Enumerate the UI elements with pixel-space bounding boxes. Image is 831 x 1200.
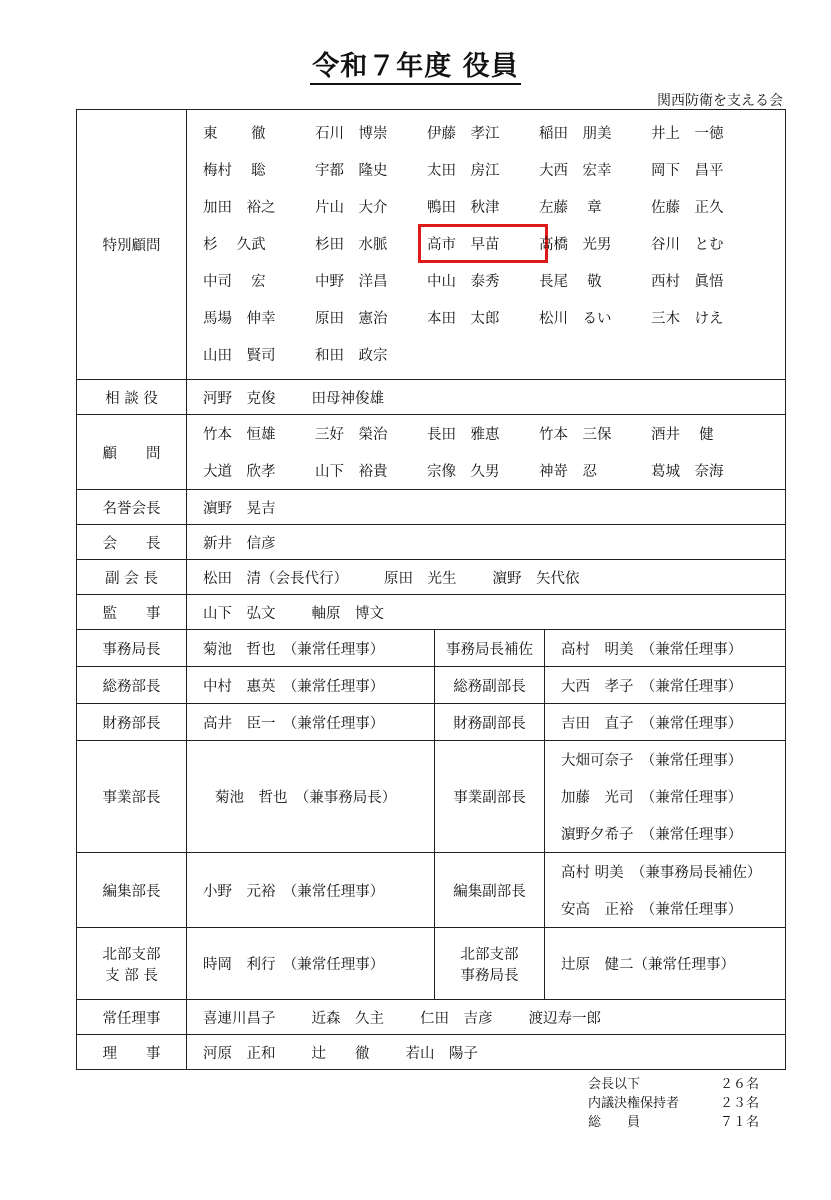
general-affairs-value: 中村 惠英 （兼常任理事）	[187, 667, 435, 704]
name: 若山 陽子	[405, 1045, 478, 1062]
general-affairs-sub-label: 総務副部長	[435, 667, 545, 704]
name: 酒井 健	[651, 427, 714, 443]
summary-label: 総 員	[588, 1115, 641, 1130]
name: 杉田 水脈	[315, 237, 388, 253]
name: 喜連川昌子	[203, 1010, 276, 1027]
editorial-sub-value: 安高 正裕 （兼常任理事）	[561, 902, 743, 918]
name: 宇都 隆史	[315, 163, 388, 179]
name: 松川 るい	[539, 311, 612, 327]
vice-chair-row	[77, 560, 786, 595]
business-row	[77, 741, 786, 853]
name: 片山 大介	[315, 200, 388, 216]
label-line: 北部支部	[102, 946, 161, 963]
vice-chair-label: 副 会 長	[77, 560, 187, 595]
name: 竹本 三保	[539, 427, 612, 443]
label-line: 北部支部	[460, 946, 519, 963]
business-sub-label: 事業副部長	[435, 741, 545, 853]
north-branch-sub-value: 辻原 健二（兼常任理事）	[545, 928, 786, 1000]
name: 東 徹	[203, 126, 266, 142]
summary-line	[588, 1092, 759, 1111]
name: 馬場 伸幸	[203, 311, 276, 327]
consultant-row	[77, 380, 786, 415]
name: 石川 博崇	[315, 126, 388, 142]
name: 伊藤 孝江	[427, 126, 500, 142]
name: 杉 久武	[203, 237, 266, 253]
north-branch-value: 時岡 利行 （兼常任理事）	[187, 928, 435, 1000]
north-branch-sub-label	[435, 928, 545, 1000]
highlighted-name-box: 高市 早苗	[427, 233, 539, 254]
editorial-row	[77, 853, 786, 928]
name: 本田 太郎	[427, 311, 500, 327]
name: 仁田 吉彦	[420, 1010, 493, 1027]
editorial-label: 編集部長	[77, 853, 187, 928]
name: 西村 眞悟	[651, 274, 724, 290]
name: 中山 泰秀	[427, 274, 500, 290]
name: 梅村 聡	[203, 163, 266, 179]
name: 葛城 奈海	[651, 464, 724, 480]
name: 濵野 晃吉	[203, 500, 276, 517]
organization-name: 関西防衛を支える会	[657, 93, 783, 109]
summary-label: 会長以下	[588, 1077, 641, 1092]
honorary-chair-label: 名誉会長	[77, 490, 187, 525]
summary-line	[588, 1073, 759, 1092]
officer-table	[76, 109, 786, 1070]
finance-value: 高井 臣一 （兼常任理事）	[187, 704, 435, 741]
secretariat-label: 事務局長	[77, 630, 187, 667]
name: 大道 欣孝	[203, 464, 276, 480]
standing-directors-row	[77, 1000, 786, 1035]
name: 稲田 朋美	[539, 126, 612, 142]
name: 長田 雅恵	[427, 427, 500, 443]
business-value: 菊池 哲也 （兼事務局長）	[187, 741, 435, 853]
finance-sub-value: 吉田 直子 （兼常任理事）	[545, 704, 786, 741]
name: 加田 裕之	[203, 200, 276, 216]
name: 高橋 光男	[539, 237, 612, 253]
name: 山田 賢司	[203, 348, 276, 364]
name: 山下 弘文	[203, 605, 276, 622]
secretariat-value: 菊池 哲也 （兼常任理事）	[187, 630, 435, 667]
chair-label: 会 長	[77, 525, 187, 560]
special-advisors-names	[187, 110, 786, 380]
directors-row	[77, 1035, 786, 1070]
north-branch-row	[77, 928, 786, 1000]
label-line: 支 部 長	[105, 967, 158, 984]
finance-row	[77, 704, 786, 741]
name: 鴨田 秋津	[427, 200, 500, 216]
auditor-row	[77, 595, 786, 630]
general-affairs-label: 総務部長	[77, 667, 187, 704]
summary-value: ２３名	[720, 1096, 760, 1111]
name: 濵野 矢代依	[492, 570, 580, 587]
name: 左藤 章	[539, 200, 602, 216]
honorary-chair-row	[77, 490, 786, 525]
business-sub-value: 大畑可奈子 （兼常任理事）	[561, 753, 743, 769]
name: 太田 房江	[427, 163, 500, 179]
name: 新井 信彦	[203, 535, 276, 552]
name: 神嵜 忍	[539, 464, 597, 480]
name: 三好 榮治	[315, 427, 388, 443]
name: 渡辺寿一郎	[528, 1010, 601, 1027]
editorial-sub-value: 高村 明美 （兼事務局長補佐）	[561, 865, 762, 881]
name: 和田 政宗	[315, 348, 388, 364]
name: 辻 徹	[311, 1045, 370, 1062]
name: 中野 洋昌	[315, 274, 388, 290]
name: 河野 克俊	[203, 390, 276, 407]
name: 近森 久主	[311, 1010, 384, 1027]
secretariat-sub-value: 高村 明美 （兼常任理事）	[545, 630, 786, 667]
name: 大西 宏幸	[539, 163, 612, 179]
name: 長尾 敬	[539, 274, 602, 290]
name: 田母神俊雄	[311, 390, 384, 407]
finance-label: 財務部長	[77, 704, 187, 741]
page-title: 令和７年度 役員	[0, 44, 831, 83]
name: 竹本 恒雄	[203, 427, 276, 443]
label-line: 事務局長	[460, 967, 519, 984]
consultant-label: 相 談 役	[77, 380, 187, 415]
name: 三木 けえ	[651, 311, 724, 327]
auditor-label: 監 事	[77, 595, 187, 630]
name: 軸原 博文	[311, 605, 384, 622]
special-advisors-row	[77, 110, 786, 380]
chair-row	[77, 525, 786, 560]
summary-line	[588, 1111, 759, 1130]
summary-value: ７１名	[720, 1115, 760, 1130]
standing-directors-label: 常任理事	[77, 1000, 187, 1035]
summary-label: 内議決権保持者	[588, 1096, 680, 1111]
name: 松田 清（会長代行）	[203, 570, 348, 587]
name: 中司 宏	[203, 274, 266, 290]
name: 岡下 昌平	[651, 163, 724, 179]
finance-sub-label: 財務副部長	[435, 704, 545, 741]
directors-label: 理 事	[77, 1035, 187, 1070]
name: 宗像 久男	[427, 464, 500, 480]
advisors-row	[77, 415, 786, 490]
name: 原田 光生	[384, 570, 457, 587]
advisors-label: 顧 問	[77, 415, 187, 490]
editorial-sub-label: 編集副部長	[435, 853, 545, 928]
name: 井上 一徳	[651, 126, 724, 142]
name: 谷川 とむ	[651, 237, 724, 253]
special-advisors-label: 特別顧問	[77, 110, 187, 380]
editorial-value: 小野 元裕 （兼常任理事）	[187, 853, 435, 928]
name: 佐藤 正久	[651, 200, 724, 216]
business-sub-value: 加藤 光司 （兼常任理事）	[561, 790, 743, 806]
name: 原田 憲治	[315, 311, 388, 327]
summary-value: ２６名	[720, 1077, 760, 1092]
secretariat-sub-label: 事務局長補佐	[435, 630, 545, 667]
general-affairs-row	[77, 667, 786, 704]
general-affairs-sub-value: 大西 孝子 （兼常任理事）	[545, 667, 786, 704]
secretariat-row	[77, 630, 786, 667]
name: 河原 正和	[203, 1045, 276, 1062]
name: 山下 裕貴	[315, 464, 388, 480]
business-label: 事業部長	[77, 741, 187, 853]
north-branch-label	[77, 928, 187, 1000]
business-sub-value: 濵野夕希子 （兼常任理事）	[561, 827, 743, 843]
